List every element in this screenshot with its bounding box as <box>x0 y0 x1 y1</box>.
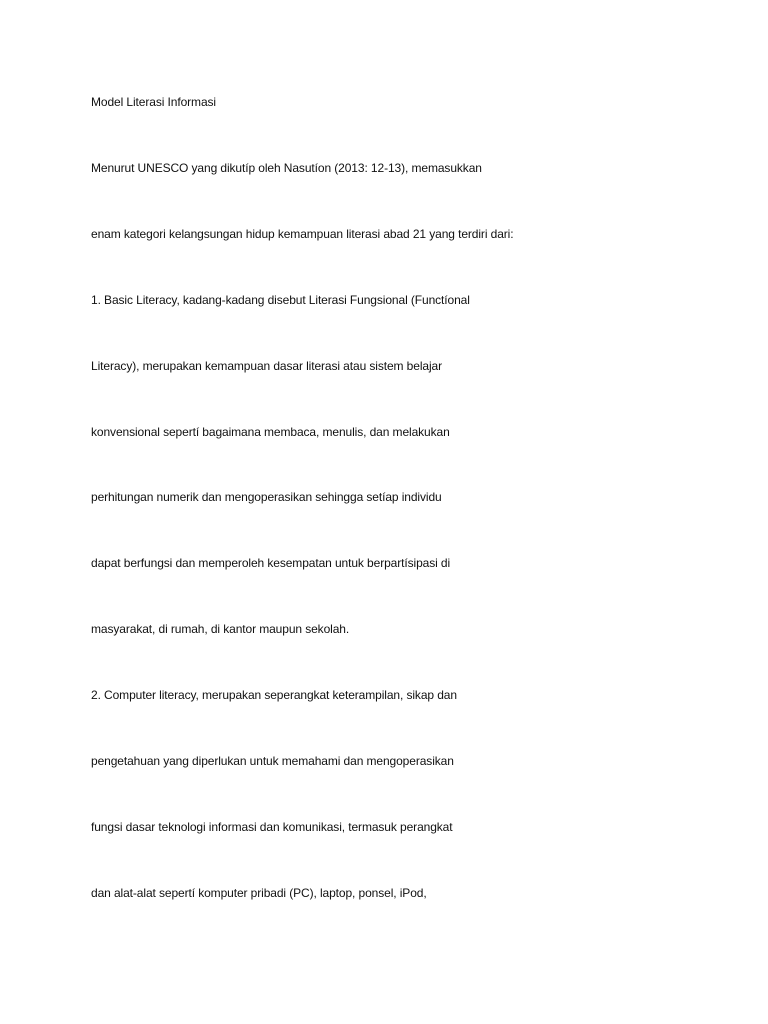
list-item-2-line: fungsi dasar teknologi informasi dan komunikasi, termasuk perangkat <box>91 820 453 834</box>
document-title: Model Literasi Informasi <box>91 95 216 109</box>
list-item-1-line: perhitungan numerik dan mengoperasikan sehingga setíap individu <box>91 490 442 504</box>
list-item-1-line: Literacy), merupakan kemampuan dasar literasi atau sistem belajar <box>91 359 442 373</box>
list-item-2-line: pengetahuan yang diperlukan untuk memahami dan mengoperasikan <box>91 754 454 768</box>
list-item-1-line: masyarakat, di rumah, di kantor maupun sekolah. <box>91 622 350 636</box>
paragraph-line: enam kategori kelangsungan hidup kemampuan literasi abad 21 yang terdiri dari: <box>91 227 514 241</box>
list-item-1-line: dapat berfungsi dan memperoleh kesempatan untuk berpartísipasi di <box>91 556 451 570</box>
list-item-2-line: dan alat-alat sepertí komputer pribadi (PC), laptop, ponsel, iPod, <box>91 886 427 900</box>
paragraph-line: Menurut UNESCO yang dikutíp oleh Nasutíon (2013: 12-13), memasukkan <box>91 161 482 175</box>
list-item-1-line: konvensional sepertí bagaimana membaca, menulis, dan melakukan <box>91 425 450 439</box>
list-item-2-line: 2. Computer literacy, merupakan seperangkat keterampilan, sikap dan <box>91 688 457 702</box>
list-item-1-line: 1. Basic Literacy, kadang-kadang disebut Literasi Fungsional (Functíonal <box>91 293 470 307</box>
